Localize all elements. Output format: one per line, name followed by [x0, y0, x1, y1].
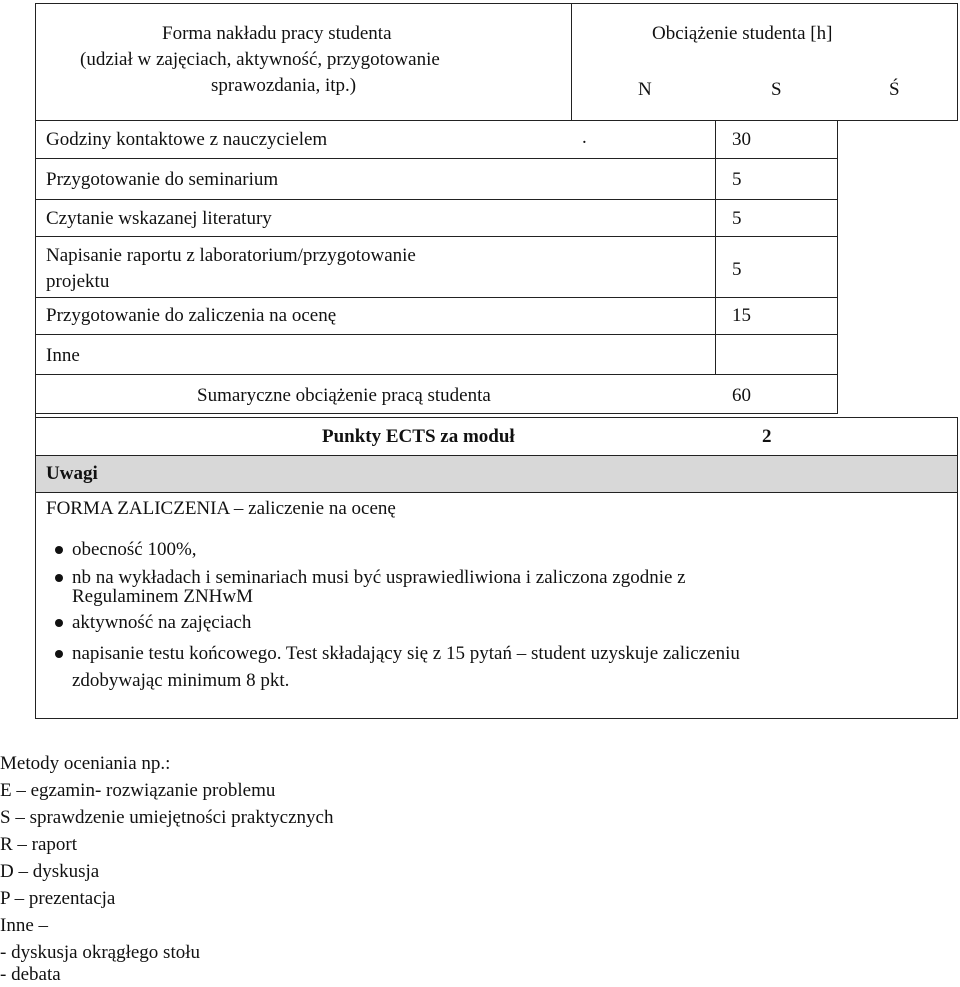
row-label-line2: projektu [46, 271, 110, 292]
column-n: N [638, 79, 652, 100]
notes-bullet: nb na wykładach i seminariach musi być usprawiedliwiona i zaliczona zgodnie z [72, 567, 686, 588]
methods-item: S – sprawdzenie umiejętności praktycznych [0, 807, 334, 828]
row-label: Godziny kontaktowe z nauczycielem [46, 129, 328, 150]
notes-form-line: FORMA ZALICZENIA – zaliczenie na ocenę [46, 498, 396, 519]
methods-item: - dyskusja okrągłego stołu [0, 942, 201, 963]
row-label: Przygotowanie do seminarium [46, 169, 279, 190]
row-value-n: 5 [732, 259, 742, 280]
methods-item: E – egzamin- rozwiązanie problemu [0, 780, 276, 801]
methods-item: Inne – [0, 915, 49, 936]
row-label: Czytanie wskazanej literatury [46, 208, 272, 229]
notes-bullet-continuation: Regulaminem ZNHwM [72, 586, 254, 607]
form-label-line2: (udział w zajęciach, aktywność, przygotowanie [80, 49, 440, 70]
form-label-line3: sprawozdania, itp.) [211, 75, 357, 96]
row-label: Inne [46, 345, 80, 366]
notes-header-bar [36, 456, 957, 492]
bullet-icon [55, 574, 63, 582]
row-value-n: 30 [732, 129, 751, 150]
row-marker: . [582, 127, 587, 148]
notes-bullet: obecność 100%, [72, 539, 197, 560]
ects-label: Punkty ECTS za moduł [322, 426, 515, 447]
form-label-line1: Forma nakładu pracy studenta [162, 23, 392, 44]
column-sx: Ś [889, 79, 900, 100]
load-title: Obciążenie studenta [h] [652, 23, 833, 44]
methods-item: - debata [0, 964, 61, 985]
row-label-line1: Napisanie raportu z laboratorium/przygotowanie [46, 245, 416, 266]
methods-title: Metody oceniania np.: [0, 753, 171, 774]
notes-title: Uwagi [46, 463, 98, 484]
bullet-icon [55, 619, 63, 627]
row-value-n: 5 [732, 169, 742, 190]
methods-item: R – raport [0, 834, 78, 855]
methods-item: D – dyskusja [0, 861, 100, 882]
row-value-n: 5 [732, 208, 742, 229]
bullet-icon [55, 546, 63, 554]
notes-bullet: napisanie testu końcowego. Test składający się z 15 pytań – student uzyskuje zaliczeniu [72, 643, 740, 664]
bullet-icon [55, 650, 63, 658]
notes-bullet-continuation: zdobywając minimum 8 pkt. [72, 670, 290, 691]
row-value-n: 15 [732, 305, 751, 326]
total-label: Sumaryczne obciążenie pracą studenta [197, 385, 491, 406]
methods-item: P – prezentacja [0, 888, 116, 909]
ects-value: 2 [762, 426, 772, 447]
row-label: Przygotowanie do zaliczenia na ocenę [46, 305, 337, 326]
column-s: S [771, 79, 782, 100]
notes-bullet: aktywność na zajęciach [72, 612, 252, 633]
total-value: 60 [732, 385, 751, 406]
